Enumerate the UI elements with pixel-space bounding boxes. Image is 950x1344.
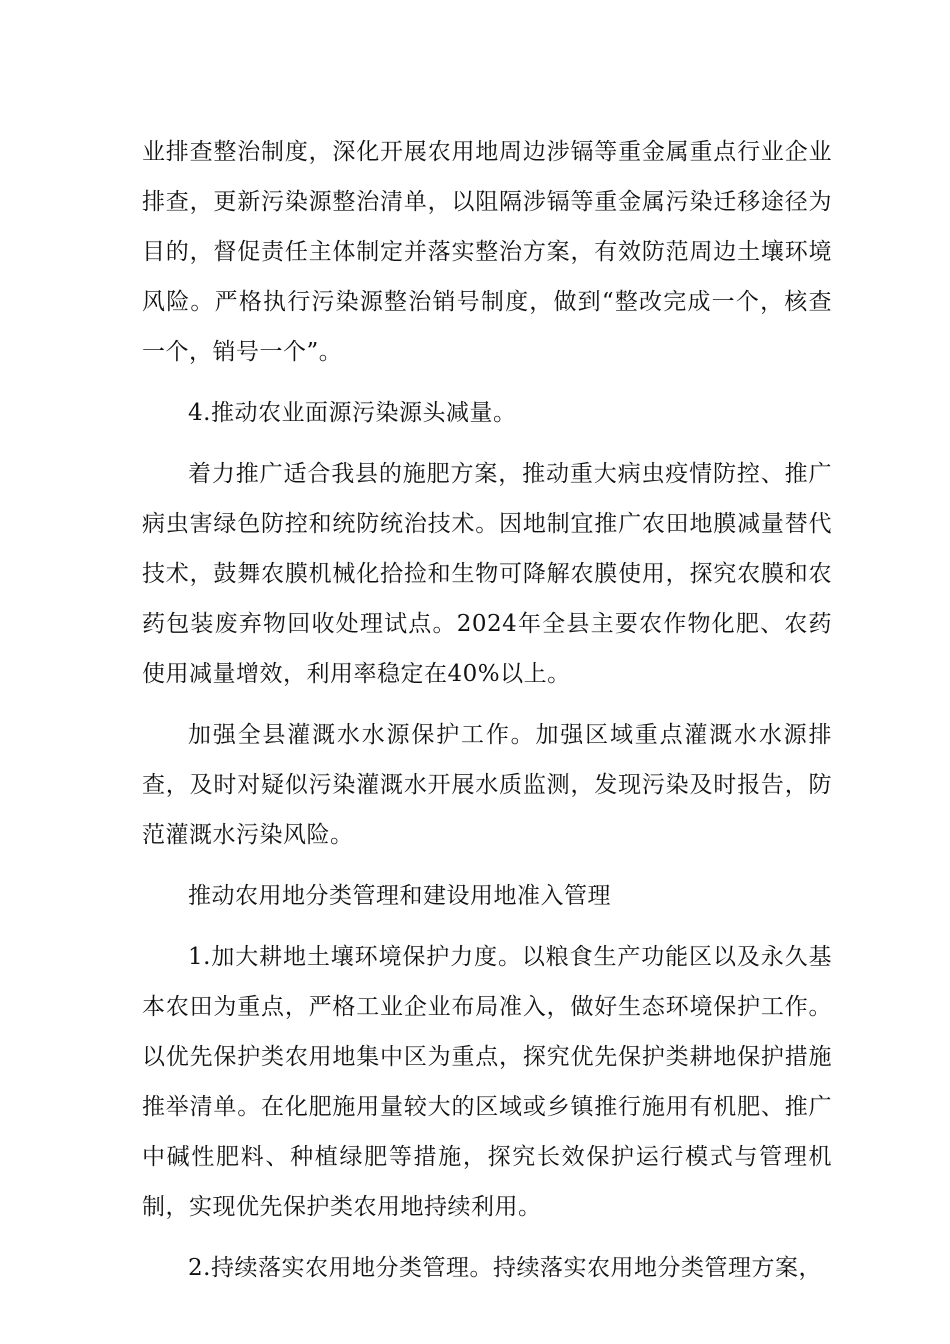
document-body xyxy=(142,127,832,1293)
paragraph-gap xyxy=(142,860,832,871)
paragraph-classification-implementation: 2.持续落实农用地分类管理。持续落实农用地分类管理方案， xyxy=(188,1255,822,1281)
paragraph-gap xyxy=(142,377,832,388)
paragraph-fertilization-plan: 着力推广适合我县的施肥方案，推动重大病虫疫情防控、推广病虫害绿色防控和统防统治技术。因地制宜推广农田地膜减量替代技术，鼓舞农膜机械化拾捡和生物可降解农膜使用，探究农膜和农药包装废弃物回收处理试点。2024年全县主要农作物化肥、农药使用减量增效，利用率稳定在40%以上。 xyxy=(142,461,832,687)
paragraph-gap xyxy=(142,1232,832,1243)
paragraph-irrigation-water-protection: 加强全县灌溉水水源保护工作。加强区域重点灌溉水水源排查，及时对疑似污染灌溉水开展水质监测，发现污染及时报告，防范灌溉水污染风险。 xyxy=(142,722,832,848)
paragraph-pollution-source-rectification: 业排查整治制度，深化开展农用地周边涉镉等重金属重点行业企业排查，更新污染源整治清单，以阻隔涉镉等重金属污染迁移途径为目的，督促责任主体制定并落实整治方案，有效防范周边土壤环境风险。严格执行污染源整治销号制度，做到“整改完成一个，核查一个，销号一个”。 xyxy=(142,139,832,365)
paragraph-gap xyxy=(142,699,832,710)
heading-agricultural-pollution-reduction: 4.推动农业面源污染源头减量。 xyxy=(188,400,517,426)
heading-land-classification-management: 推动农用地分类管理和建设用地准入管理 xyxy=(188,883,611,909)
paragraph-gap xyxy=(142,921,832,932)
paragraph-gap xyxy=(142,438,832,449)
paragraph-farmland-soil-protection: 1.加大耕地土壤环境保护力度。以粮食生产功能区以及永久基本农田为重点，严格工业企业布局准入，做好生态环境保护工作。以优先保护类农用地集中区为重点，探究优先保护类耕地保护措施推举清单。在化肥施用量较大的区域或乡镇推行施用有机肥、推广中碱性肥料、种植绿肥等措施，探究长效保护运行模式与管理机制，实现优先保护类农用地持续利用。 xyxy=(142,944,832,1220)
